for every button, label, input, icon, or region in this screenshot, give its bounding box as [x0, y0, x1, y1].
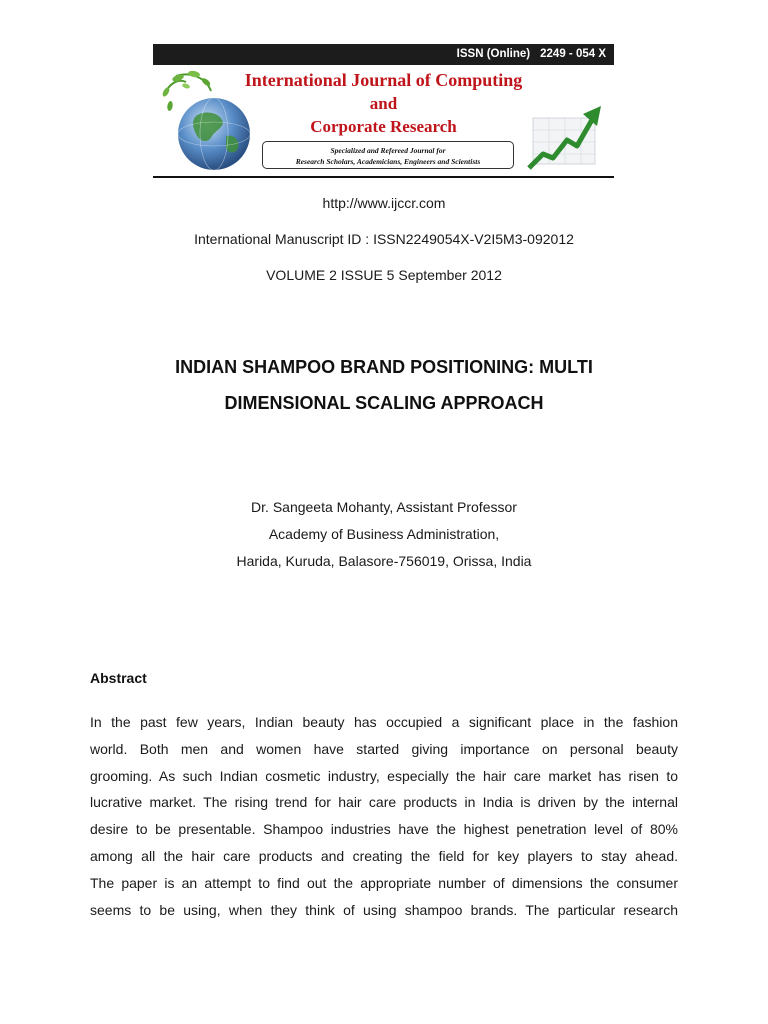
growth-chart-icon [523, 88, 611, 174]
tagline-line1: Specialized and Refereed Journal for [330, 146, 446, 155]
abstract-body [90, 713, 678, 927]
journal-banner [153, 44, 614, 178]
journal-url[interactable]: http://www.ijccr.com [322, 195, 446, 211]
issn-label: ISSN (Online) [456, 48, 531, 60]
abstract-line: lucrative market. The rising trend for hair care products in India is driven by the internal [90, 794, 678, 811]
journal-title-line3: Corporate Research [310, 117, 457, 136]
affiliation-line1: Academy of Business Administration, [268, 526, 500, 542]
journal-title-line2: and [369, 94, 398, 113]
author: Dr. Sangeeta Mohanty, Assistant Professor [251, 499, 517, 515]
tagline-line2: Research Scholars, Academicians, Engineers and Scientists [295, 157, 481, 166]
abstract-heading: Abstract [90, 670, 147, 686]
abstract-line: world. Both men and women have started giving importance on personal beauty [90, 740, 678, 757]
abstract-line: desire to be presentable. Shampoo industries have the highest penetration level of 80% [90, 821, 678, 838]
paper-title-line2: DIMENSIONAL SCALING APPROACH [224, 393, 544, 413]
issn-value: 2249 - 054 X [540, 48, 606, 60]
issn-text [457, 44, 606, 65]
journal-tagline [262, 141, 514, 169]
abstract-line: In the past few years, Indian beauty has occupied a significant place in the fashion [90, 714, 678, 730]
issn-bar [153, 44, 614, 65]
volume-issue: VOLUME 2 ISSUE 5 September 2012 [266, 267, 502, 283]
abstract-line: grooming. As such Indian cosmetic industry, especially the hair care market has risen to [90, 767, 678, 784]
abstract-line: seems to be using, when they think of using shampoo brands. The particular research [90, 901, 678, 918]
journal-title-line1: International Journal of Computing [244, 70, 523, 90]
abstract-line: among all the hair care products and creating the field for key players to stay ahead. [90, 847, 678, 864]
abstract-line: The paper is an attempt to find out the appropriate number of dimensions the consumer [90, 874, 678, 891]
paper-title-line1: INDIAN SHAMPOO BRAND POSITIONING: MULTI [175, 357, 593, 377]
affiliation-line2: Harida, Kuruda, Balasore-756019, Orissa, India [236, 553, 532, 569]
manuscript-id: International Manuscript ID : ISSN2249054X-V2I5M3-092012 [194, 231, 574, 247]
